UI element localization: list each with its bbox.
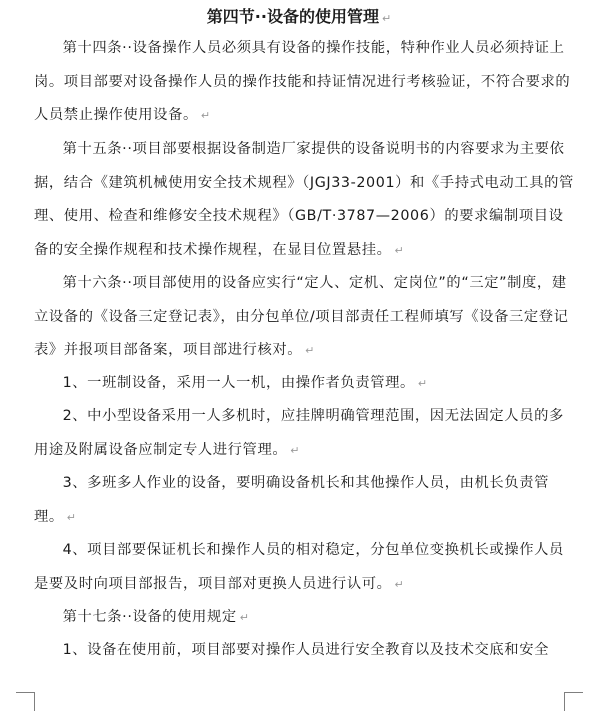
list-item-1 — [34, 367, 574, 401]
paragraph-mark-icon: ↵ — [290, 443, 300, 457]
list-item-4 — [34, 534, 574, 601]
paragraph-text: 第十五条··项目部要根据设备制造厂家提供的设备说明书的内容要求为主要依据，结合《建筑机械使用安全技术规程》（JGJ33-2001）和《手持式电动工具的管理、使用、检查和维修安全技术规程》（GB/T·3787—2006）的要求编制项目设备的安全操作规程和技术操作规程，在显目位置悬挂。 — [34, 141, 574, 258]
paragraph-mark-icon: ↵ — [394, 243, 404, 257]
paragraph-mark-icon: ↵ — [239, 611, 249, 624]
paragraph-mark-icon: ↵ — [200, 109, 211, 122]
paragraph-article-17 — [34, 601, 574, 635]
page-corner-mark-left — [16, 692, 35, 711]
paragraph-text: 2、中小型设备采用一人多机时，应挂牌明确管理范围，因无法固定人员的多用途及附属设备应制定专人进行管理。 — [34, 408, 564, 458]
section-title-text: 第四节··设备的使用管理 — [206, 7, 379, 26]
paragraph-mark-icon: ↵ — [66, 510, 77, 524]
page-corner-mark-right — [564, 692, 583, 711]
paragraph-text: 4、项目部要保证机长和操作人员的相对稳定，分包单位变换机长或操作人员是要及时向项目部报告，项目部对更换人员进行认可。 — [34, 542, 564, 592]
paragraph-text: 1、一班制设备，采用一人一机，由操作者负责管理。 — [62, 375, 415, 391]
paragraph-article-14 — [34, 32, 574, 133]
paragraph-text: 1、设备在使用前，项目部要对操作人员进行安全教育以及技术交底和安全 — [62, 642, 549, 658]
paragraph-text: 第十四条··设备操作人员必须具有设备的操作技能，特种作业人员必须持证上岗。项目部要对设备操作人员的操作技能和持证情况进行考核验证，不符合要求的人员禁止操作使用设备。 — [34, 40, 571, 123]
paragraph-text: 第十六条··项目部使用的设备应实行“定人、定机、定岗位”的“三定”制度，建立设备的《设备三定登记表》，由分包单位/项目部责任工程师填写《设备三定登记表》并报项目部备案，项目部进行核对。 — [34, 275, 569, 358]
list-item-2 — [34, 400, 574, 467]
list-item-article-17-1 — [34, 634, 574, 668]
paragraph-text: 第十七条··设备的使用规定 — [62, 609, 237, 625]
paragraph-mark-icon: ↵ — [305, 344, 315, 357]
paragraph-article-15 — [34, 133, 574, 267]
section-title — [0, 6, 598, 30]
paragraph-text: 3、多班多人作业的设备，要明确设备机长和其他操作人员，由机长负责管理。 — [34, 475, 549, 525]
paragraph-mark-icon: ↵ — [381, 12, 392, 25]
paragraph-mark-icon: ↵ — [417, 377, 428, 390]
paragraph-mark-icon: ↵ — [394, 577, 404, 591]
list-item-3 — [34, 467, 574, 534]
paragraph-article-16 — [34, 267, 574, 368]
